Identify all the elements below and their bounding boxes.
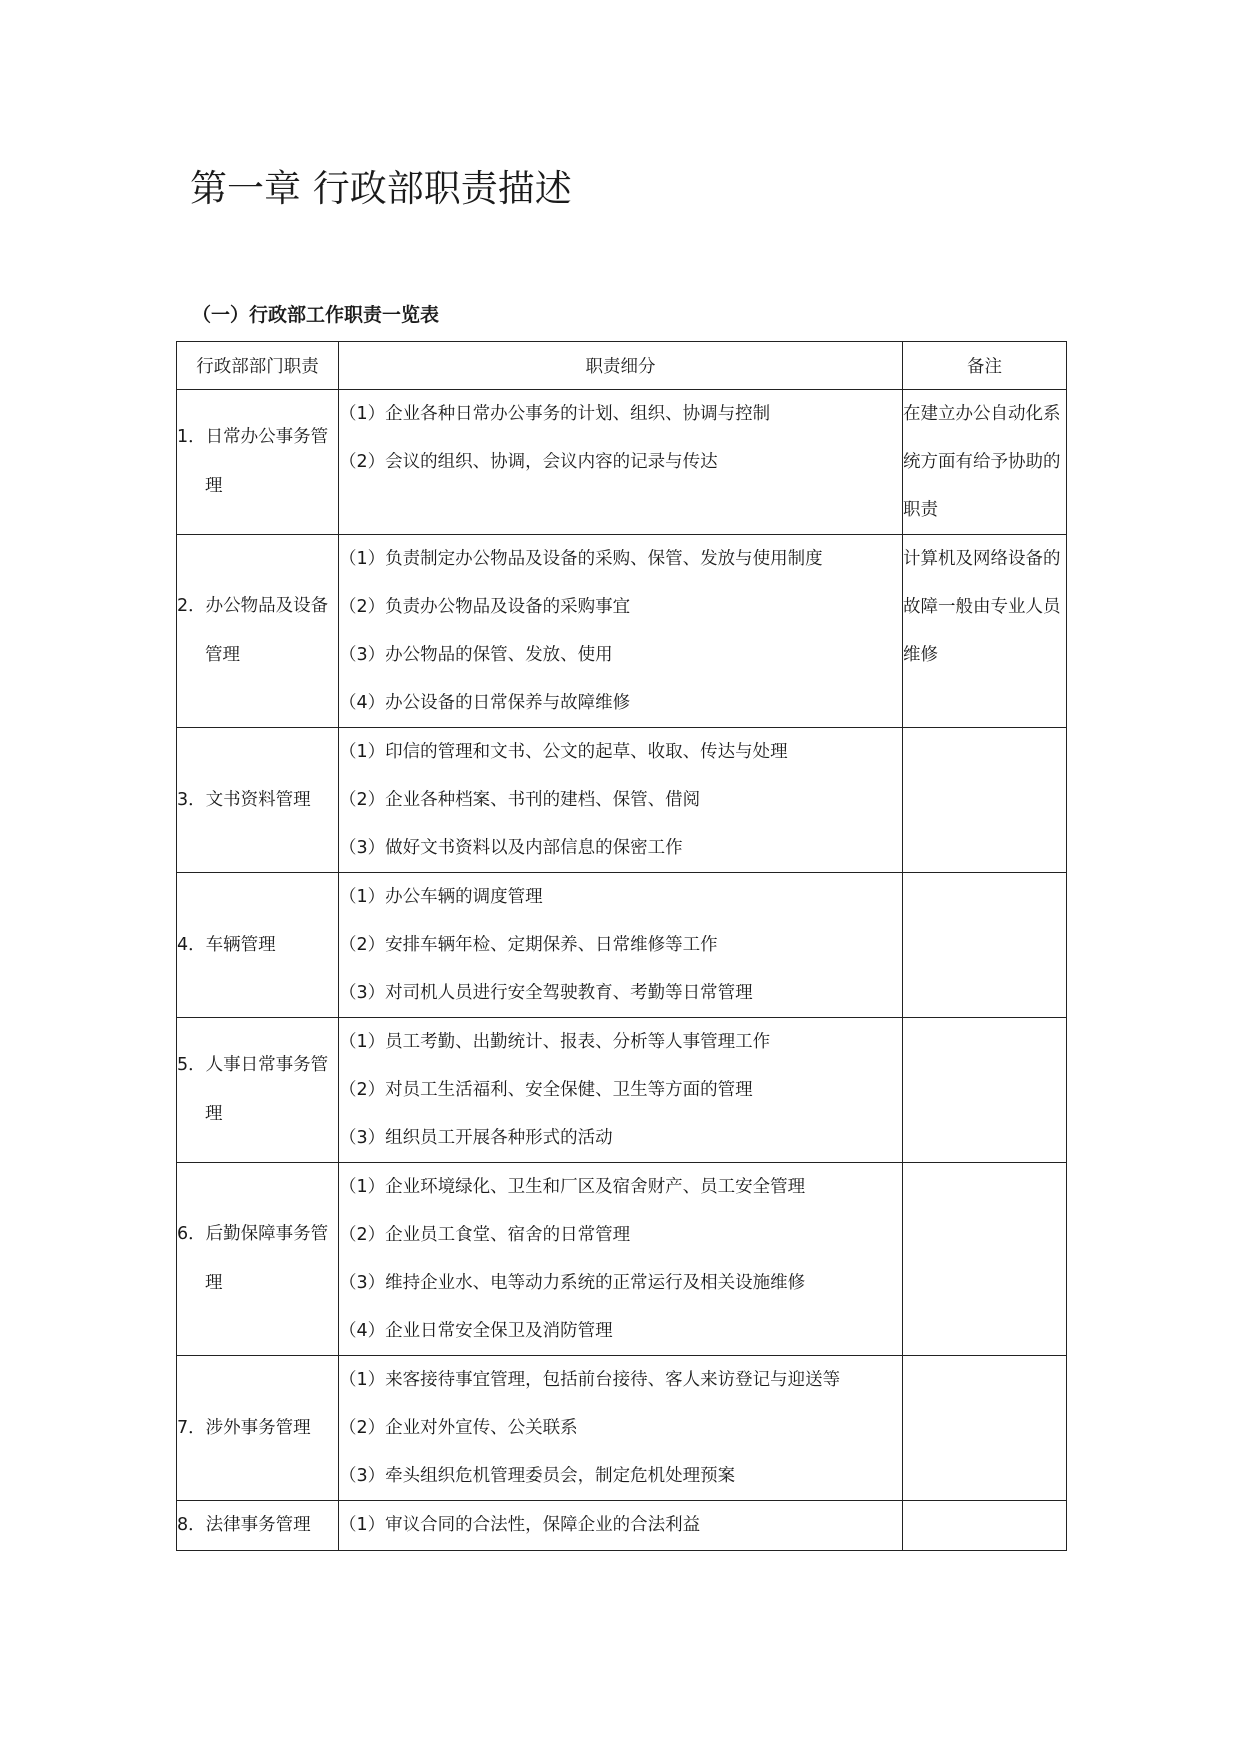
header-dept: 行政部部门职责 (177, 342, 339, 390)
note-cell: 在建立办公自动化系统方面有给予协助的职责 (903, 390, 1067, 535)
note-cell (903, 1501, 1067, 1551)
detail-item: （1）员工考勤、出勤统计、报表、分析等人事管理工作 (339, 1032, 771, 1052)
dept-label: 6．后勤保障事务管理 (177, 1224, 329, 1293)
dept-label: 2．办公物品及设备管理 (177, 596, 329, 665)
dept-cell (177, 1163, 339, 1356)
dept-label: 5．人事日常事务管理 (177, 1055, 329, 1124)
details-cell (339, 1356, 903, 1501)
note-cell (903, 1018, 1067, 1163)
note-cell (903, 1163, 1067, 1356)
table-row (177, 390, 1067, 535)
table-row (177, 1018, 1067, 1163)
dept-cell (177, 873, 339, 1018)
detail-item: （1）审议合同的合法性，保障企业的合法利益 (339, 1515, 701, 1535)
note-cell: 计算机及网络设备的故障一般由专业人员维修 (903, 535, 1067, 728)
details-cell (339, 390, 903, 535)
dept-cell (177, 1018, 339, 1163)
table-row (177, 1163, 1067, 1356)
dept-cell (177, 535, 339, 728)
note-cell (903, 1356, 1067, 1501)
chapter-title: 第一章 行政部职责描述 (190, 167, 572, 210)
detail-item: （3）对司机人员进行安全驾驶教育、考勤等日常管理 (339, 983, 753, 1003)
detail-item: （3）组织员工开展各种形式的活动 (339, 1128, 613, 1148)
note-cell (903, 873, 1067, 1018)
header-row (177, 342, 1067, 390)
detail-item: （2）会议的组织、协调，会议内容的记录与传达 (339, 452, 718, 472)
detail-item: （2）对员工生活福利、安全保健、卫生等方面的管理 (339, 1080, 753, 1100)
table-row (177, 1501, 1067, 1551)
dept-cell (177, 390, 339, 535)
dept-label: 1．日常办公事务管理 (177, 427, 329, 496)
section-title: （一）行政部工作职责一览表 (192, 304, 440, 326)
details-cell (339, 1018, 903, 1163)
detail-item: （3）维持企业水、电等动力系统的正常运行及相关设施维修 (339, 1273, 806, 1293)
header-details: 职责细分 (339, 342, 903, 390)
detail-item: （2）企业各种档案、书刊的建档、保管、借阅 (339, 790, 701, 810)
detail-item: （3）办公物品的保管、发放、使用 (339, 645, 613, 665)
detail-item: （1）负责制定办公物品及设备的采购、保管、发放与使用制度 (339, 549, 823, 569)
detail-item: （4）办公设备的日常保养与故障维修 (339, 693, 631, 713)
detail-item: （2）企业对外宣传、公关联系 (339, 1418, 578, 1438)
detail-item: （1）企业各种日常办公事务的计划、组织、协调与控制 (339, 404, 771, 424)
detail-item: （2）企业员工食堂、宿舍的日常管理 (339, 1225, 631, 1245)
table-row (177, 728, 1067, 873)
dept-label: 8．法律事务管理 (177, 1515, 311, 1535)
table-row (177, 1356, 1067, 1501)
table-row (177, 535, 1067, 728)
dept-label: 7．涉外事务管理 (177, 1417, 311, 1438)
table-row (177, 873, 1067, 1018)
header-note: 备注 (903, 342, 1067, 390)
detail-item: （2）负责办公物品及设备的采购事宜 (339, 597, 631, 617)
details-cell (339, 1501, 903, 1551)
detail-item: （2）安排车辆年检、定期保养、日常维修等工作 (339, 935, 718, 955)
detail-item: （4）企业日常安全保卫及消防管理 (339, 1321, 613, 1341)
details-cell (339, 728, 903, 873)
detail-item: （3）牵头组织危机管理委员会，制定危机处理预案 (339, 1466, 736, 1486)
details-cell (339, 535, 903, 728)
dept-cell (177, 1356, 339, 1501)
details-cell (339, 873, 903, 1018)
duties-table (176, 341, 1067, 1551)
dept-cell (177, 1501, 339, 1551)
table-body (177, 390, 1067, 1551)
dept-cell (177, 728, 339, 873)
table-header (177, 342, 1067, 390)
dept-label: 4．车辆管理 (177, 934, 276, 955)
detail-item: （3）做好文书资料以及内部信息的保密工作 (339, 838, 683, 858)
detail-item: （1）办公车辆的调度管理 (339, 887, 543, 907)
note-cell (903, 728, 1067, 873)
details-cell (339, 1163, 903, 1356)
detail-item: （1）企业环境绿化、卫生和厂区及宿舍财产、员工安全管理 (339, 1177, 806, 1197)
detail-item: （1）来客接待事宜管理，包括前台接待、客人来访登记与迎送等 (339, 1370, 841, 1390)
dept-label: 3．文书资料管理 (177, 789, 311, 810)
detail-item: （1）印信的管理和文书、公文的起草、收取、传达与处理 (339, 742, 788, 762)
